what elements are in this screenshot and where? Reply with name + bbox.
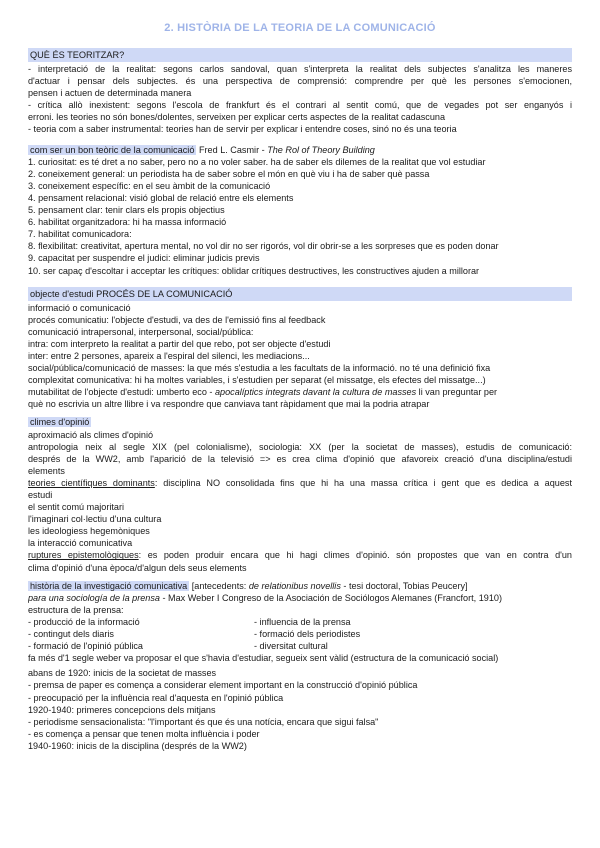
heading-highlight: climes d'opinió (30, 417, 90, 428)
right-column (254, 616, 572, 652)
list-item: - influencia de la prensa (254, 616, 351, 627)
list-item: 6. habilitat organitzadora: hi ha massa informació (28, 217, 227, 228)
book-title: apocalíptics integrats davant la cultura de masses (214, 387, 417, 398)
underlined-term: teories científiques dominants (28, 477, 155, 488)
text-line: - periodisme sensacionalista: "l'important és que és una notícia, encara que sigui falsa" (28, 716, 379, 727)
heading-rest: [antecedents: (189, 580, 249, 591)
text-line: després de la WW2, amb l'aparició de la televisió => es crea clima d'opinió que afavoreix creació d'una disciplina/estudi (28, 453, 572, 464)
list-item: 3. coneixement específic: en el seu àmbit de la comunicació (28, 180, 271, 191)
list-item: - formació de l'opinió pública (28, 641, 143, 652)
page-title: 2. HISTÒRIA DE LA TEORIA DE LA COMUNICACIÓ (164, 22, 436, 34)
text-line: 1940-1960: inicis de la disciplina (després de la WW2) (28, 740, 247, 751)
list-item: 2. coneixement general: un periodista ha de saber sobre el món en què viu i ha de saber què passa (28, 168, 430, 179)
text-line: estructura de la prensa: (28, 604, 124, 615)
text-line: social/pública/comunicació de masses: la que més s'estudia a les facultats de la informació. no té una definició fixa (28, 363, 491, 374)
heading-work: The Rol of Theory Building (267, 144, 375, 155)
text-line (28, 386, 572, 398)
section-heading-good-theorist (28, 144, 572, 156)
two-column-list (28, 616, 572, 652)
section-heading-history (28, 580, 572, 592)
heading-rest: PROCÉS DE LA COMUNICACIÓ (93, 288, 233, 299)
heading-author: Fred L. Casmir - (196, 144, 268, 155)
list-item: - contingut dels diaris (28, 629, 114, 640)
text-line: d'actuar i pensar dels subjectes. és una perspectiva de comprensió: comprendre per què les persones s'emocionen, (28, 76, 572, 87)
text-line (28, 477, 572, 489)
left-column (28, 616, 254, 652)
text-segment: : es poden produir encara que hi hagi climes d'opinió. són propostes que van en contra d'un (138, 550, 572, 561)
text-segment: li van preguntar per (416, 387, 498, 398)
section-heading-object (28, 287, 572, 301)
text-line: aproximació als climes d'opinió (28, 429, 154, 440)
section-body-theorize (28, 63, 572, 136)
list-item: 8. flexibilitat: creativitat, apertura mental, no vol dir no ser rigorós, vol dir obrir-se a les sorpreses que es poden donar (28, 241, 499, 252)
heading-highlight: història de la investigació comunicativa (30, 580, 188, 591)
text-line: - interpretació de la realitat: segons carlos sandoval, quan s'interpreta la realitat dels subjectes s'analitza les maneres (28, 64, 572, 74)
list-item: - producció de la informació (28, 616, 140, 627)
text-line: - crítica allò inexistent: segons l'escola de frankfurt és el contrari al sentit comú, que de vegades pot ser enganyós i (28, 100, 572, 111)
book-title: para una sociología de la prensa (28, 592, 160, 603)
text-segment: : disciplina NO consolidada fins que hi ha una massa crítica i gent que es dedica a aquest (154, 477, 572, 488)
section-body-history (28, 592, 572, 752)
text-line: inter: entre 2 persones, apareix a l'espiral del silenci, les mediacions... (28, 350, 310, 361)
list-item: - diversitat cultural (254, 641, 328, 652)
heading-rest: - tesi doctoral, Tobias Peucery] (340, 580, 468, 591)
text-line: abans de 1920: inicis de la societat de masses (28, 668, 217, 679)
heading-highlight: objecte d'estudi (30, 288, 94, 299)
text-line: l'imaginari col·lectiu d'una cultura (28, 514, 162, 525)
text-line: pensen i actuen de determinada manera (28, 88, 192, 99)
text-line: intra: com interpreto la realitat a partir del que rebo, pot ser objecte d'estudi (28, 338, 331, 349)
text-segment: - Max Weber I Congreso de la Asociación de Sociólogos Alemanes (Francfort, 1910) (159, 592, 502, 603)
text-line: - es comença a pensar que tenen molta influència i poder (28, 728, 260, 739)
section-body-climates (28, 429, 572, 574)
section-heading-theorize: QUÈ ÉS TEORITZAR? (28, 48, 572, 62)
text-line: les ideologiess hegemòniques (28, 526, 150, 537)
text-segment: mutabilitat de l'objecte d'estudi: umberto eco - (28, 387, 215, 398)
text-line: complexitat comunicativa: hi ha moltes variables, i s'estudien per separat (el missatge, els efectes del missatge...) (28, 375, 486, 386)
heading-highlight: com ser un bon teòric de la comunicació (30, 144, 195, 155)
heading-work: de relationibus novellis (248, 580, 341, 591)
text-line: la interacció comunicativa (28, 538, 133, 549)
list-item: 1. curiositat: es té dret a no saber, pero no a no voler saber. ha de saber els dilemes de la realitat que vol estudiar (28, 156, 486, 167)
text-line: procés comunicatiu: l'objecte d'estudi, va des de l'emissió fins al feedback (28, 314, 326, 325)
text-line: 1920-1940: primeres concepcions dels mitjans (28, 704, 216, 715)
text-line: erroni. les teories no són bones/dolentes, serveixen per explicar certs aspectes de la realitat cadascuna (28, 112, 446, 123)
text-line: clima d'opinió d'una època/d'algun dels seus elements (28, 562, 247, 573)
list-item: - formació dels periodistes (254, 629, 361, 640)
list-item: 5. pensament clar: tenir clars els propis objectius (28, 205, 225, 216)
text-line (28, 592, 572, 604)
list-item: 10. ser capaç d'escoltar i acceptar les crítiques: oblidar crítiques destructives, les constructives ajuden a millorar (28, 265, 480, 276)
list-item: 4. pensament relacional: visió global de relació entre els elements (28, 192, 294, 203)
text-line: comunicació intrapersonal, interpersonal, social/pública: (28, 326, 254, 337)
underlined-term: ruptures epistemològiques (28, 550, 139, 561)
text-line: què no escrivia un altre llibre i va respondre que canviava tant ràpidament que mai la podria atrapar (28, 399, 430, 410)
text-line: fa més d'1 segle weber va proposar el que s'havia d'estudiar, segueix sent vàlid (estructura de la comunicació social) (28, 653, 499, 664)
section-body-good-theorist (28, 156, 572, 277)
text-line: - preocupació per la influència real d'aquesta en l'opinió pública (28, 692, 284, 703)
section-body-object (28, 302, 572, 411)
list-item: 7. habilitat comunicadora: (28, 229, 132, 240)
list-item: 9. capacitat per suspendre el judici: eliminar judicis previs (28, 253, 260, 264)
text-line (28, 549, 572, 561)
text-line: - teoria com a saber instrumental: teories han de servir per explicar i entendre coses, sinó no és una teoria (28, 124, 457, 135)
text-line: informació o comunicació (28, 302, 131, 313)
text-line: elements (28, 465, 65, 476)
text-line: antropologia neix al segle XIX (pel colonialisme), sociologia: XX (per la societat de masses), estudis de comunicació: (28, 441, 572, 452)
text-line: estudi (28, 490, 53, 500)
section-heading-climates (28, 416, 572, 428)
text-line: - premsa de paper es comença a considerar element important en la construcció d'opinió pública (28, 680, 418, 691)
text-line: el sentit comú majoritari (28, 502, 125, 513)
